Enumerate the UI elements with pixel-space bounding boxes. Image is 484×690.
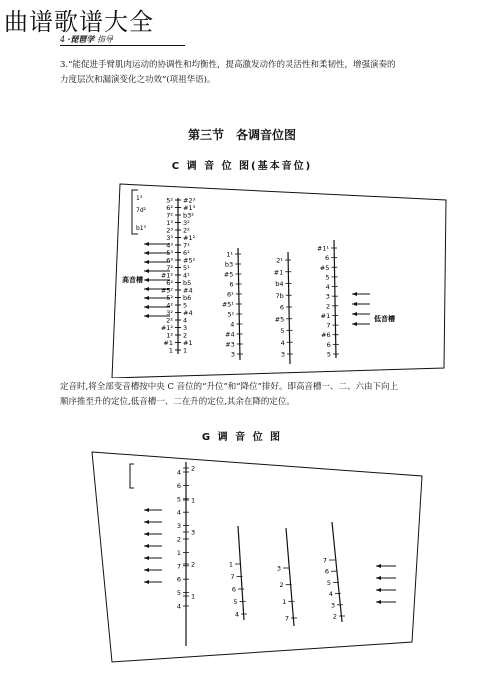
f1-col3-label: 6 [279,303,284,312]
f1-col1-right-label: #2³ [183,196,196,205]
f1-col1-left-label: 6² [166,279,173,287]
f1-col1-left-label: #1² [160,271,173,280]
f2-col4-label: 7 [322,556,327,565]
figure-1-left-label: 高音槽 [122,276,143,284]
f1-col2-label: 6 [229,280,234,289]
f1-col1-left-label: 1² [166,331,173,340]
f2-arrow-head [144,568,149,572]
figure-2-arrows [144,508,162,584]
f1-arrow-head [144,296,149,300]
paragraph-2 [60,380,398,410]
f1-arrow-head [144,242,149,246]
f1-col4-label: #1 [320,311,331,320]
f1-col1-right-label: 2² [183,226,190,235]
page-number: 4 [60,35,66,44]
f1-col1-right-label: b3² [183,211,194,220]
figure-1-diagram [108,178,460,378]
svg-text:1³: 1³ [136,195,143,202]
f1-col1-left-label: 7² [166,264,173,272]
f1-col1-left-label: 6³ [166,256,173,265]
f2-col1-left-label: 3 [176,522,181,531]
f2-col3-label: 1 [282,597,287,606]
figure-2-col3-labels [277,565,297,623]
f1-col3-label: b4 [275,280,284,288]
f1-col4-label: #6 [321,331,331,340]
f1-col1-left-label: 1 [168,346,173,355]
f1-col4-label: 5 [325,273,330,282]
f1-col2-label: #5¹ [221,300,234,309]
f1-col1-left-label: 3² [166,309,173,317]
f1-col1-left-label: 5³ [166,249,173,257]
f2-col4-label: 2 [332,612,337,621]
f1-col2-label: 4 [230,320,235,329]
f2-right-arrow-head [376,600,381,604]
f1-col4-label: 6 [326,340,331,349]
f2-col2-label: 6 [231,585,236,594]
f1-col1-right-label: #4 [183,286,193,295]
f1-col2-label: #3 [225,340,235,349]
f1-col3-label: #5 [274,315,285,324]
f1-col2-label: b3 [224,260,234,269]
f2-col4-label: 6 [324,567,329,576]
f1-col1-right-label: b6 [183,294,192,302]
f1-col1-left-label: #5² [160,286,173,295]
f1-col1-right-label: #5¹ [183,256,196,265]
f1-col1-right-label: 7¹ [183,241,190,250]
f1-col1-right-label: #1 [183,339,193,347]
figure-1-caption: C 调 音 位 图(基本音位) [171,161,313,172]
figure-2-col2-labels [229,561,247,619]
running-head [60,34,113,45]
f1-col1-right-label: #1³ [183,204,196,212]
paragraph-1-line-2: 力度层次和漏演变化之功效”(项祖华语)。 [60,75,216,85]
f1-col1-right-label: b5 [183,279,192,287]
f1-col2-label: 3 [230,350,235,359]
figure-2-col2-line [238,526,244,620]
f1-right-arrow-head [352,292,357,296]
svg-text:b1³: b1³ [136,225,147,232]
f1-col1-left-label: 7² [166,211,173,220]
f1-arrow-head [144,269,149,273]
section-title: 第三节 各调音位图 [187,128,296,142]
f2-right-arrow-head [376,576,381,580]
f1-col2-label: 1¹ [226,250,233,259]
f2-col4-label: 3 [330,601,335,610]
figure-2-col3-line [286,528,294,626]
f1-arrow-head [144,278,149,282]
f1-col4-label: 3 [325,292,330,301]
paragraph-1-line-1: 3.“能促进手臂肌肉运动的协调性和均衡性，提高激发动作的灵活性和柔韧性，增强演奏的 [60,60,396,70]
f2-col1-right-label: 2 [191,464,196,473]
f2-col1-left-label: 5 [176,495,181,504]
f2-col2-label: 4 [234,610,239,619]
f1-col1-right-label: #1² [183,234,196,242]
f1-col2-label: 5¹ [227,310,235,319]
figure-2-bracket [130,464,134,488]
f1-col3-label: 4 [280,338,285,347]
f2-col1-left-label: 4 [176,602,181,611]
f2-arrow-head [144,520,149,524]
f1-col1-left-label: 4³ [166,241,173,250]
f1-col1-right-label: 1 [183,346,188,355]
f1-col1-left-label: 2³ [166,226,173,235]
f2-col1-right-label: 2 [191,560,196,569]
f1-col1-right-label: 3² [183,219,190,227]
f1-col1-left-label: 3³ [166,234,173,242]
paragraph-2-line-2: 顺序推至升的定位,低音槽一、二在升的定位,其余在降的定位。 [60,397,295,407]
watermark: 曲谱歌谱大全 [4,8,154,36]
f1-right-arrow-head [352,312,357,316]
figure-2-right-arrows [376,564,396,604]
f2-arrow-head [144,508,149,512]
f1-col1-right-label: #4 [183,309,193,317]
figure-1-right-label: 低音槽 [374,315,395,323]
f1-col4-label: 2 [325,302,331,311]
f1-arrow-head [144,251,149,255]
f1-col4-label: #5 [319,263,330,272]
f1-arrow-head [144,260,149,264]
f2-col1-left-label: 4 [176,508,181,517]
f1-col1-right-label: 5 [183,301,188,310]
f1-col1-left-label: 5² [166,294,173,302]
f1-col1-left-label: #1 [163,339,173,347]
f1-col1-right-label: 4 [183,316,188,325]
f1-col4-label: 5 [326,350,331,359]
f2-col3-label: 3 [276,564,281,573]
f2-col2-label: 1 [228,560,233,569]
f2-col1-left-label: 4 [176,468,181,477]
f2-arrow-head [144,556,149,560]
f1-col1-left-label: 2² [166,316,173,325]
figure-2-frame [92,452,422,662]
f2-col1-left-label: 6 [176,481,181,490]
f2-right-arrow-head [376,564,381,568]
f1-col4-label: 4 [325,283,330,292]
f2-col4-label: 4 [328,590,333,599]
f1-right-arrow-head [352,302,357,306]
f1-arrow-head [144,305,149,309]
figure-2-col1-right-labels [183,465,195,601]
figure-2-diagram [88,446,426,666]
paragraph-2-line-1: 定音时,将全部变音槽按中央 C 音位的“升位”和“降位”排好。即高音槽一、二、六由下向上 [60,382,398,392]
f1-col4-label: 7 [326,321,331,330]
f1-arrow-head [144,287,149,291]
f2-right-arrow-head [376,588,381,592]
f1-col1-left-label: 5² [166,196,173,205]
figure-2-col1-left-labels [177,469,189,611]
f2-col1-left-label: 7 [176,562,181,571]
f2-col1-left-label: 1 [176,548,181,557]
f1-col1-left-label: 1³ [166,219,173,227]
f1-col3-label: 5 [280,327,285,335]
f1-col1-right-label: 2 [183,331,188,340]
f2-col4-label: 5 [326,578,331,587]
f1-col3-label: 7b [275,291,284,300]
f2-arrow-head [144,544,149,548]
f1-right-arrow-head [352,322,357,326]
f1-col2-label: 6¹ [227,290,234,299]
f1-col1-right-label: 3 [183,324,188,332]
f2-col3-label: 7 [284,614,289,623]
f1-col1-left-label: 4² [166,301,173,310]
f2-col1-left-label: 2 [176,535,181,544]
f1-col2-label: #5 [223,270,234,279]
f1-col2-label: #4 [225,330,235,339]
svg-text:7d²: 7d² [136,207,147,214]
f2-col1-left-label: 5 [176,589,181,598]
f1-col1-right-label: 6¹ [183,249,190,257]
f1-col1-left-label: #1² [160,324,173,332]
f2-col1-left-label: 6 [176,575,181,584]
f1-col3-label: 3 [280,350,285,359]
book-title: ·琵琶学 [67,34,95,44]
f1-col4-label: #1¹ [316,244,329,253]
f1-col1-left-label: 6² [166,204,173,212]
f1-col1-right-label: 5¹ [183,264,190,272]
f2-arrow-head [144,532,149,536]
f2-col3-label: 2 [279,581,284,590]
figure-2-col4-labels [323,557,345,621]
figure-1-right-arrows [352,292,370,326]
figure-1-col3-line [288,252,290,364]
f1-col3-label: 2¹ [276,256,283,265]
f2-col2-label: 7 [230,573,235,581]
f1-col3-label: #1 [273,268,284,277]
f2-arrow-head [144,580,149,584]
f2-col1-right-label: 1 [191,496,196,505]
paragraph-1 [60,58,395,88]
f2-col1-right-label: 3 [191,528,196,537]
figure-2-caption: G 调 音 位 图 [201,432,283,443]
running-head-suffix: 指导 [96,35,113,44]
running-head-rule [60,45,185,46]
f1-col1-right-label: 4¹ [183,271,190,280]
f1-col4-label: 6 [325,254,330,263]
f2-col2-label: 5 [233,598,238,606]
f1-arrow-head [144,314,149,318]
f2-col1-right-label: 1 [191,592,196,601]
